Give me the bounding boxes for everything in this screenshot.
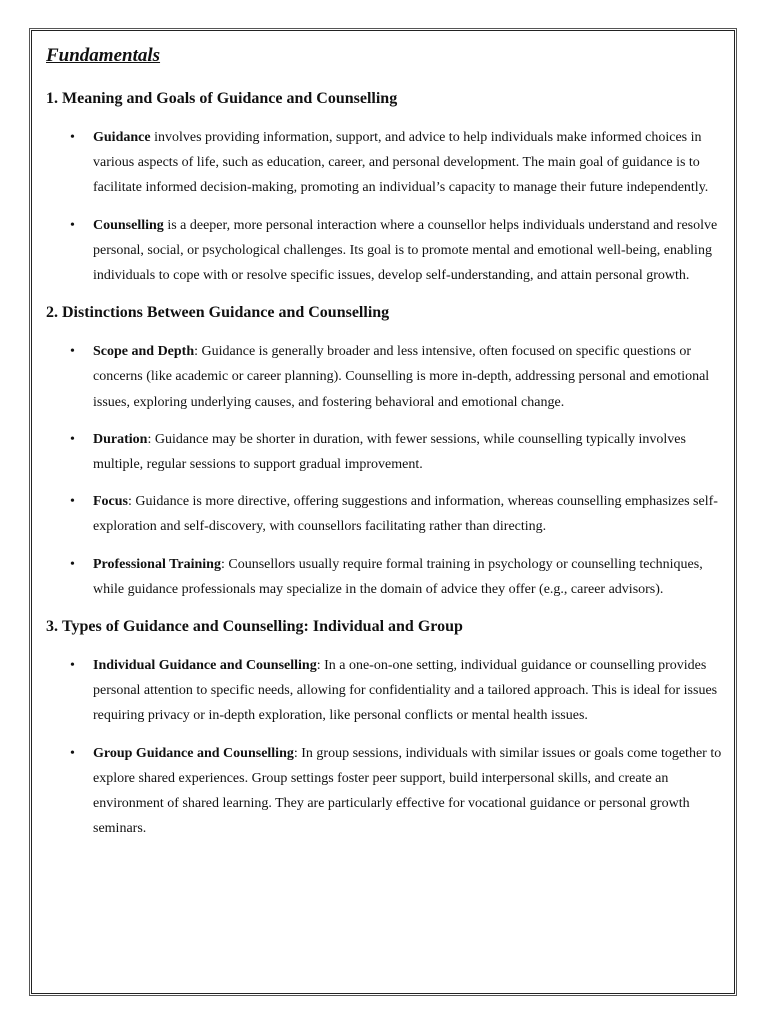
item-text: : In a one-on-one setting, individual guidance or counselling provides personal attention to specific needs, allowing for confidentiality and a tailored approach. This is ideal for issues requiring privacy or in-depth exploration, like personal conflicts or mental health issues. xyxy=(93,658,718,724)
section-types xyxy=(46,616,726,841)
section-title: Meaning and Goals of Guidance and Counselling xyxy=(62,90,398,107)
item-term: Guidance xyxy=(93,130,151,145)
bullet-list xyxy=(46,125,726,288)
item-text: involves providing information, support, and advice to help individuals make informed choices in various aspects of life, such as education, career, and personal development. The main goal of guidance is to facilitate informed decision-making, promoting an individual’s capacity to manage their future independently. xyxy=(93,130,709,196)
bullet-icon: • xyxy=(70,658,75,674)
section-heading xyxy=(46,616,726,638)
bullet-icon: • xyxy=(70,431,75,447)
list-item xyxy=(46,213,726,289)
bullet-icon: • xyxy=(70,556,75,572)
bullet-list xyxy=(46,339,726,602)
section-title: Distinctions Between Guidance and Counselling xyxy=(62,304,390,322)
item-term: Duration xyxy=(93,431,148,447)
item-text: : Guidance may be shorter in duration, with fewer sessions, while counselling typically involves multiple, regular sessions to support gradual improvement. xyxy=(93,431,686,473)
list-item xyxy=(46,339,726,415)
list-item xyxy=(46,552,726,602)
item-term: Professional Training xyxy=(93,556,221,572)
list-item xyxy=(46,653,726,729)
item-text: is a deeper, more personal interaction where a counsellor helps individuals understand and resolve personal, social, or psychological challenges. Its goal is to promote mental and emotional well-being, enabling individuals to cope with or resolve specific issues, develop self-understanding, and attain personal growth. xyxy=(93,217,718,284)
section-distinctions xyxy=(46,302,726,602)
section-heading xyxy=(46,88,726,110)
item-text: : Counsellors usually require formal training in psychology or counselling techniques, while guidance professionals may specialize in the domain of advice they offer (e.g., career advisors). xyxy=(93,556,703,597)
item-term: Group Guidance and Counselling xyxy=(93,745,294,761)
bullet-icon: • xyxy=(70,494,75,510)
section-heading xyxy=(46,302,726,324)
item-term: Individual Guidance and Counselling xyxy=(93,658,317,674)
item-text: : In group sessions, individuals with similar issues or goals come together to explore shared experiences. Group settings foster peer support, build interpersonal skills, and create an environment of shared learning. They are particularly effective for vocational guidance or personal growth seminars. xyxy=(93,745,722,837)
item-text: : Guidance is generally broader and less intensive, often focused on specific questions or concerns (like academic or career planning). Counselling is more in-depth, addressing personal and emotional issues, exploring underlying causes, and fostering behavioral and emotional change. xyxy=(93,344,710,410)
section-meaning-goals xyxy=(46,88,726,288)
bullet-icon: • xyxy=(70,130,75,145)
item-text: : Guidance is more directive, offering suggestions and information, whereas counselling emphasizes self-exploration and self-discovery, with counsellors facilitating rather than directing. xyxy=(93,494,718,535)
item-term: Focus xyxy=(93,494,128,510)
document-body xyxy=(46,44,726,855)
bullet-icon: • xyxy=(70,745,75,761)
list-item xyxy=(46,489,726,539)
document-title: Fundamentals xyxy=(46,45,161,66)
section-number: 3. xyxy=(46,618,58,636)
item-term: Scope and Depth xyxy=(93,344,195,360)
item-term: Counselling xyxy=(93,217,164,233)
list-item xyxy=(46,427,726,477)
section-title: Types of Guidance and Counselling: Individual and Group xyxy=(62,618,463,636)
bullet-icon: • xyxy=(70,344,75,360)
bullet-icon: • xyxy=(70,217,75,233)
section-number: 2. xyxy=(46,304,58,322)
list-item xyxy=(46,741,726,842)
bullet-list xyxy=(46,653,726,841)
list-item xyxy=(46,125,726,201)
section-number: 1. xyxy=(46,90,58,107)
